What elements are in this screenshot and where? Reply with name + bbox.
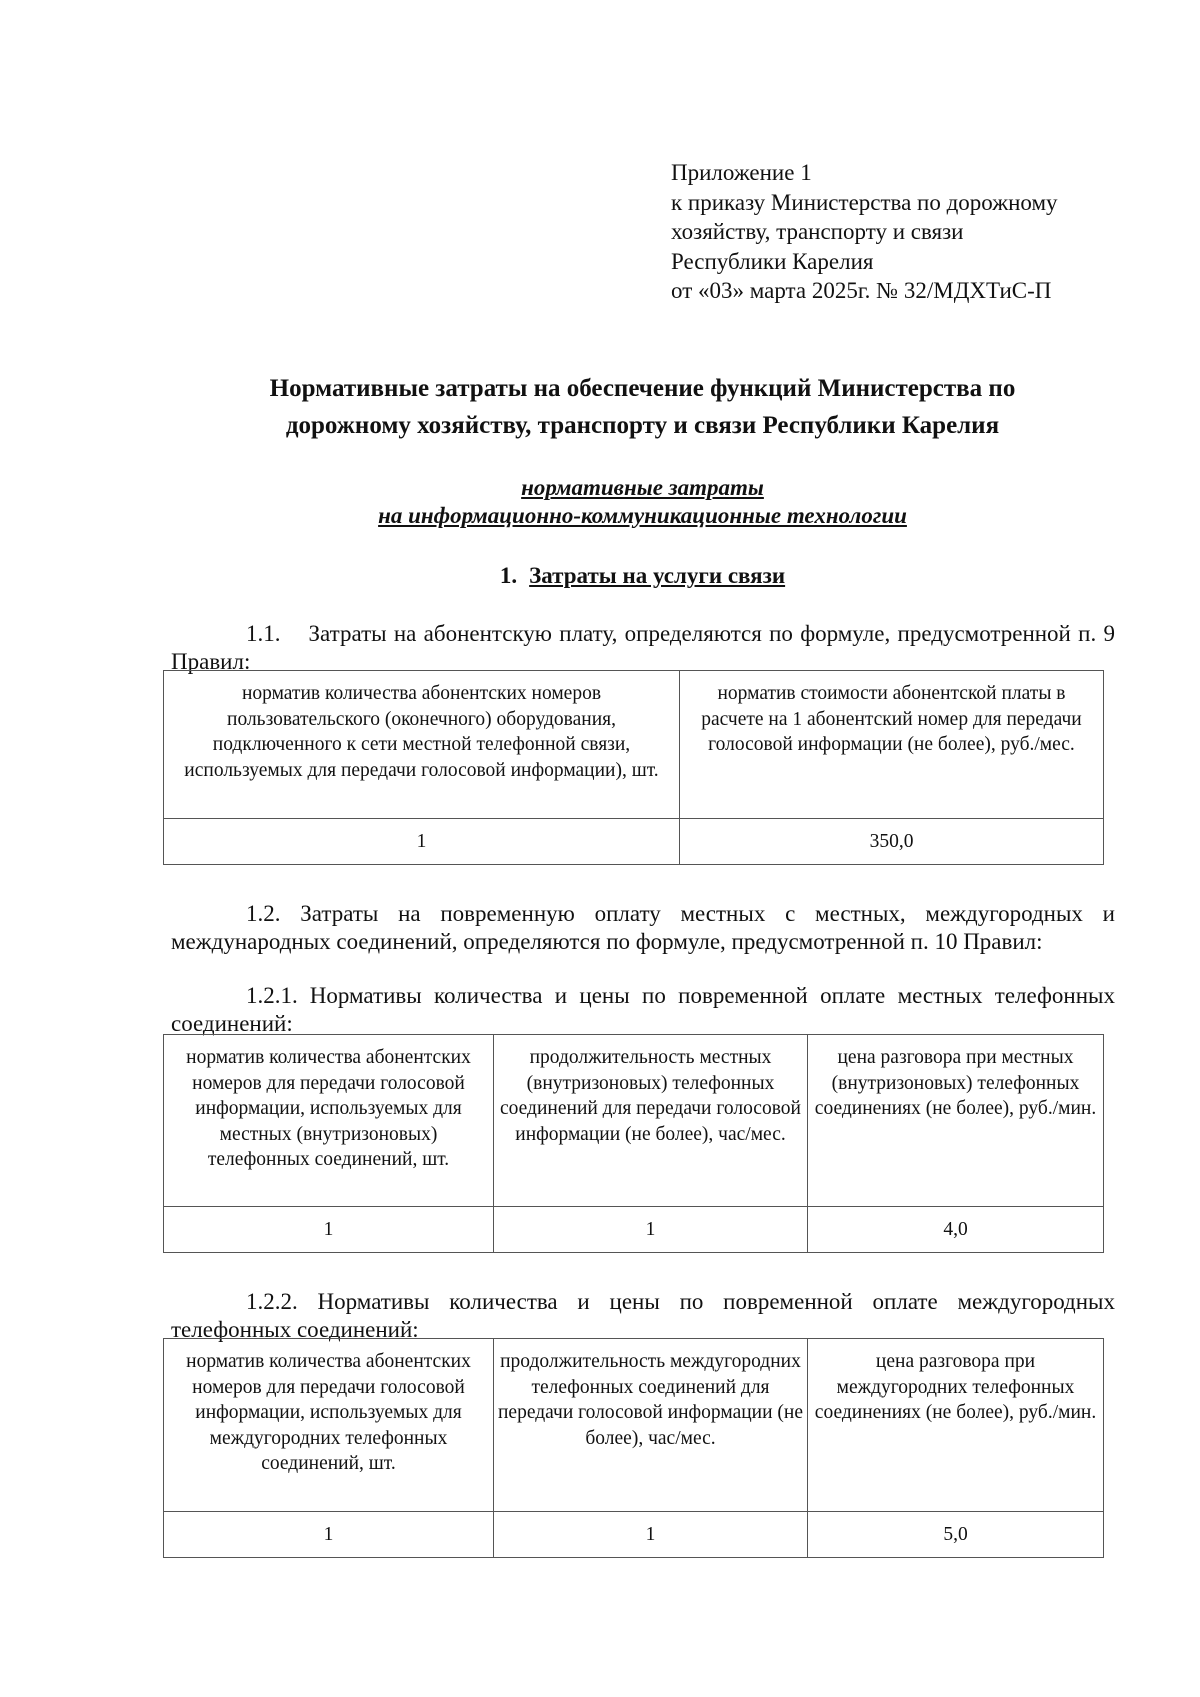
subtitle-line: на информационно-коммуникационные технологии [378,503,907,528]
document-subtitle [160,474,1125,530]
table-subscriber-fee [163,670,1104,865]
section-number: 1. [499,563,518,588]
table-header-cell: норматив стоимости абонентской платы в расчете на 1 абонентский номер для передачи голосовой информации (не более), руб./мес. [680,671,1104,819]
title-line: дорожному хозяйству, транспорту и связи Республики Карелия [285,412,1000,439]
table-value-cell: 1 [164,819,680,865]
paragraph-number: 1.2.1. [246,983,298,1008]
appendix-block [671,158,1058,306]
table-header-cell: цена разговора при местных (внутризоновых) телефонных соединениях (не более), руб./мин. [808,1035,1104,1207]
paragraph-1-2-1 [171,982,1115,1038]
paragraph-text: 1.2. Затраты на повременную оплату местных с местных, междугородных и международных соединений, определяются по формуле, предусмотренной п. 10 Правил: [171,901,1115,954]
appendix-line: Республики Карелия [671,248,874,274]
table-value-cell: 1 [164,1207,494,1253]
appendix-line: Приложение 1 [671,160,812,185]
appendix-line: от «03» марта 2025г. № 32/МДХТиС-П [671,278,1052,303]
table-header-cell: норматив количества абонентских номеров для передачи голосовой информации, используемых для междугородних телефонных соединений, шт. [164,1339,494,1512]
subtitle-line: нормативные затраты [521,475,764,500]
paragraph-1-2 [171,900,1115,956]
paragraph-1-1 [171,620,1115,676]
table-header-cell: норматив количества абонентских номеров для передачи голосовой информации, используемых для местных (внутризоновых) телефонных соединений, шт. [164,1035,494,1207]
appendix-line: хозяйству, транспорту и связи [671,219,964,244]
table-value-cell: 5,0 [808,1512,1104,1558]
appendix-line: к приказу Министерства по дорожному [671,189,1058,215]
paragraph-number: 1.1. [246,621,281,646]
paragraph-text: Нормативы количества и цены по повременной оплате местных телефонных соединений: [171,983,1115,1036]
document-title [160,370,1125,444]
title-line: Нормативные затраты на обеспечение функций Министерства по [269,375,1016,402]
table-header-cell: норматив количества абонентских номеров пользовательского (оконечного) оборудования, подключенного к сети местной телефонной связи, используемых для передачи голосовой информации), шт. [164,671,680,819]
paragraph-1-2-2 [171,1288,1115,1344]
table-long-distance-calls [163,1338,1104,1558]
paragraph-text: Затраты на абонентскую плату, определяются по формуле, предусмотренной п. 9 Правил: [171,621,1115,674]
section-title: Затраты на услуги связи [529,563,786,588]
table-header-cell: продолжительность междугородних телефонных соединений для передачи голосовой информации (не более), час/мес. [494,1339,808,1512]
table-value-cell: 350,0 [680,819,1104,865]
table-header-cell: продолжительность местных (внутризоновых) телефонных соединений для передачи голосовой информации (не более), час/мес. [494,1035,808,1207]
table-value-cell: 4,0 [808,1207,1104,1253]
table-value-cell: 1 [164,1512,494,1558]
paragraph-text: 1.2.2. Нормативы количества и цены по повременной оплате междугородных телефонных соединений: [171,1289,1115,1342]
table-value-cell: 1 [494,1207,808,1253]
table-header-cell: цена разговора при междугородних телефонных соединениях (не более), руб./мин. [808,1339,1104,1512]
section-heading [160,562,1125,590]
table-value-cell: 1 [494,1512,808,1558]
table-local-calls [163,1034,1104,1253]
